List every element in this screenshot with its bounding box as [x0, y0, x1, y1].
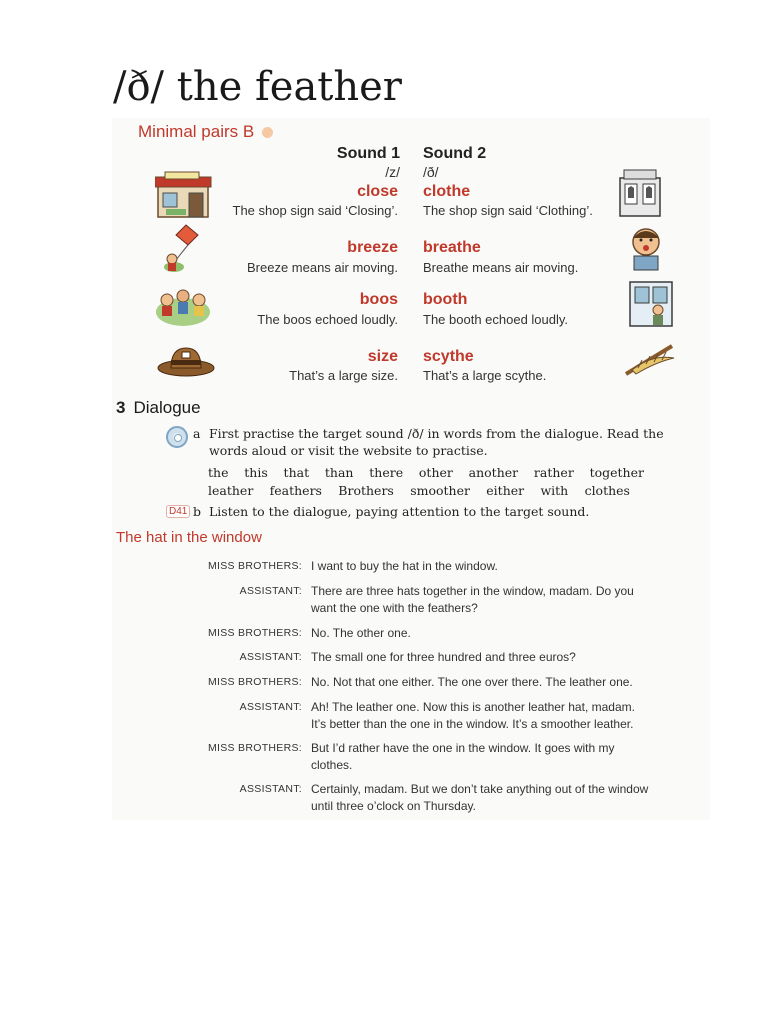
- sound1-label: Sound 1: [336, 145, 400, 162]
- page-title: /ð/ the feather: [113, 64, 402, 110]
- utterance-line: Ah! The leather one. Now this is another leather hat, madam.: [311, 700, 635, 714]
- practice-words-line-1: [208, 465, 644, 480]
- scythe-icon: [622, 340, 678, 380]
- practice-word: together: [589, 465, 644, 480]
- utterance: [311, 674, 633, 691]
- practice-word: rather: [533, 465, 574, 480]
- utterance-line: There are three hats together in the window, madam. Do you: [311, 584, 634, 598]
- shop-icon: [155, 171, 213, 219]
- practice-word: other: [418, 465, 453, 480]
- sound2-phoneme: /ð/: [423, 164, 439, 180]
- phone-booth-icon: [628, 280, 674, 328]
- sentence-breeze: Breeze means air moving.: [246, 260, 398, 275]
- sun-icon: [262, 127, 273, 138]
- utterance-line: clothes.: [311, 757, 353, 772]
- practice-word: with: [540, 483, 569, 498]
- utterance: [311, 740, 615, 773]
- practice-word: another: [468, 465, 519, 480]
- utterance-line: But I’d rather have the one in the window. It goes with my: [311, 741, 615, 755]
- speaker-label: ASSISTANT:: [239, 585, 302, 597]
- utterance-line: want the one with the feathers?: [311, 600, 478, 615]
- word-size: size: [367, 348, 398, 365]
- exercise-a-text-2: words aloud or visit the website to practise.: [209, 443, 488, 458]
- utterance-line: It’s better than the one in the window. It’s a smoother leather.: [311, 716, 634, 731]
- speaker-label: MISS BROTHERS:: [207, 742, 302, 754]
- hat-icon: [157, 344, 215, 378]
- clothes-shop-icon: [618, 168, 662, 218]
- word-close: close: [357, 183, 398, 200]
- practice-word: this: [244, 465, 268, 480]
- word-clothe: clothe: [423, 183, 471, 200]
- sentence-size: That’s a large size.: [289, 368, 398, 383]
- utterance: [311, 625, 411, 642]
- exercise-a-label: a: [193, 426, 201, 441]
- dialogue-heading-text: Dialogue: [133, 398, 201, 417]
- sentence-close: The shop sign said ‘Closing’.: [232, 203, 398, 218]
- dialogue-heading: [116, 398, 201, 418]
- word-breeze: breeze: [347, 239, 398, 256]
- practice-words-line-2: [208, 483, 630, 498]
- utterance: [311, 699, 635, 732]
- exercise-b-text: Listen to the dialogue, paying attention to the target sound.: [209, 504, 590, 519]
- practice-word: smoother: [410, 483, 470, 498]
- audio-track-badge: D41: [166, 505, 190, 518]
- sentence-breathe: Breathe means air moving.: [423, 260, 579, 275]
- breathing-man-icon: [626, 224, 666, 272]
- utterance-line: No. Not that one either. The one over there. The leather one.: [311, 675, 633, 689]
- practice-word: that: [283, 465, 310, 480]
- exercise-a-text-1: First practise the target sound /ð/ in words from the dialogue. Read the: [209, 426, 664, 441]
- speaker-label: ASSISTANT:: [239, 701, 302, 713]
- word-booth: booth: [423, 291, 468, 308]
- utterance: [311, 649, 576, 666]
- sentence-scythe: That’s a large scythe.: [423, 368, 547, 383]
- sentence-boos: The boos echoed loudly.: [257, 312, 398, 327]
- utterance: [311, 558, 498, 575]
- kite-icon: [158, 223, 204, 275]
- utterance-line: No. The other one.: [311, 626, 411, 640]
- practice-word: Brothers: [338, 483, 394, 498]
- practice-word: leather: [208, 483, 254, 498]
- minimal-pairs-heading: [138, 122, 273, 142]
- practice-word: the: [208, 465, 229, 480]
- cd-icon: [166, 426, 188, 448]
- practice-word: there: [369, 465, 404, 480]
- utterance-line: Certainly, madam. But we don’t take anything out of the window: [311, 782, 649, 796]
- word-scythe: scythe: [423, 348, 474, 365]
- speaker-label: MISS BROTHERS:: [207, 627, 302, 639]
- speaker-label: MISS BROTHERS:: [207, 676, 302, 688]
- practice-word: feathers: [269, 483, 322, 498]
- practice-word: clothes: [584, 483, 630, 498]
- utterance: [311, 781, 648, 814]
- utterance-line: until three o’clock on Thursday.: [311, 798, 476, 813]
- speaker-label: MISS BROTHERS:: [207, 560, 302, 572]
- sentence-booth: The booth echoed loudly.: [423, 312, 569, 327]
- sound2-label: Sound 2: [423, 145, 487, 162]
- practice-word: than: [324, 465, 354, 480]
- exercise-b-label: b: [193, 504, 202, 519]
- speaker-label: ASSISTANT:: [239, 651, 302, 663]
- conversation-title: The hat in the window: [116, 529, 262, 546]
- practice-word: either: [486, 483, 525, 498]
- utterance: [311, 583, 634, 616]
- section-number: 3: [116, 398, 126, 417]
- utterance-line: I want to buy the hat in the window.: [311, 559, 498, 573]
- speaker-label: ASSISTANT:: [239, 783, 302, 795]
- word-breathe: breathe: [423, 239, 481, 256]
- sentence-clothe: The shop sign said ‘Clothing’.: [423, 203, 593, 218]
- utterance-line: The small one for three hundred and three euros?: [311, 650, 576, 664]
- minimal-pairs-heading-text: Minimal pairs B: [138, 122, 255, 141]
- word-boos: boos: [359, 291, 398, 308]
- sound1-phoneme: /z/: [385, 164, 400, 180]
- crowd-icon: [155, 282, 211, 328]
